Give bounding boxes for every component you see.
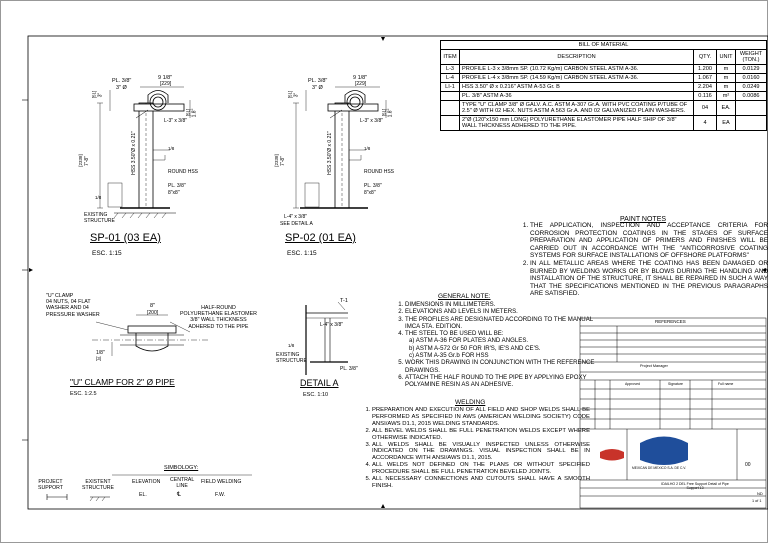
sp02-scale: ESC. 1:15 xyxy=(287,250,317,257)
sp02-dia-label: 3" Ø xyxy=(312,85,323,91)
sp01-round-hss: ROUND HSS xyxy=(168,169,199,175)
sp02-left-dim: 3" xyxy=(293,92,300,98)
list-item: 5. WORK THIS DRAWING IN CONJUNCTION WITH THE REFERENCE DRAWINGS. xyxy=(405,359,597,374)
bom-header: UNIT xyxy=(717,50,736,65)
sp01-top-dim-mm: [229] xyxy=(160,81,172,87)
bom-cell xyxy=(736,101,767,116)
symbology-symbol: EL. xyxy=(139,492,147,498)
bom-cell: m² xyxy=(717,92,736,101)
bom-cell: 0.0249 xyxy=(736,83,767,92)
sp01-top-dim: 9 1/8" xyxy=(158,75,173,81)
sp02-base-pl: PL. 3/8" xyxy=(364,183,382,189)
sp02-pl-label: PL. 3/8" xyxy=(308,78,328,84)
sp01-angle-label: L-3" x 3/8" xyxy=(164,118,188,124)
table-row xyxy=(441,74,767,83)
sp02-angle-label: L-3" x 3/8" xyxy=(360,118,384,124)
symbology-label: ELEVATION xyxy=(132,479,161,485)
sp01-height: 7'-8" xyxy=(83,156,90,166)
sp01-slope: 1/8 xyxy=(168,146,175,151)
bom-cell: EA xyxy=(717,116,736,131)
sp02-see-detail: SEE DETAIL A xyxy=(280,221,313,227)
bom-cell xyxy=(736,116,767,131)
bom-cell: 1.067 xyxy=(694,74,717,83)
bom-cell: 2.204 xyxy=(694,83,717,92)
bill-of-material xyxy=(440,40,767,131)
sp02-base-dim: 8"x8" xyxy=(364,190,376,196)
detail-a-t1: T-1 xyxy=(340,298,348,304)
detail-a-slope: 1/8 xyxy=(288,343,295,348)
sheet-number: 1 of 1 xyxy=(752,499,762,503)
company-name: MEXICAN DE MEXICO S.A. DE C.V. xyxy=(632,466,687,470)
sp02-slope: 1/8 xyxy=(364,146,371,151)
references-title: REFERENCES xyxy=(655,319,686,324)
general-note-list xyxy=(392,301,597,389)
title-block-lines xyxy=(580,318,766,508)
uclamp-title: "U" CLAMP FOR 2" Ø PIPE xyxy=(70,377,175,387)
list-item: a) ASTM A-36 FOR PLATES AND ANGLES. xyxy=(409,337,529,345)
table-row xyxy=(441,65,767,74)
uclamp-dim: 8" xyxy=(150,303,156,309)
symbology-label: EXISTENT STRUCTURE xyxy=(82,479,114,491)
project-manager-label: Project Manager xyxy=(640,364,668,368)
sp01-existing-structure: EXISTING STRUCTURE xyxy=(84,212,115,224)
drawing-title: IDAILHO 2 DEL Free Support Detail of Pipe Support 13 xyxy=(661,482,729,490)
bom-cell: EA. xyxy=(717,101,736,116)
steel-list xyxy=(405,337,597,359)
list-item: 2. ALL BEVEL WELDS SHALL BE FULL PENETRATION WELDS EXCEPT WHERE OTHERWISE INDICATED. xyxy=(372,428,590,442)
sp02-height-mm: [2338] xyxy=(273,154,279,167)
symbology-symbol: ℄ xyxy=(177,492,181,498)
sp01-right-dim: 1.8" xyxy=(191,108,198,118)
detail-a-scale: ESC. 1:10 xyxy=(303,392,329,398)
sp02-height: 7'-8" xyxy=(279,156,286,166)
steel-intro: THE STEEL TO BE USED WILL BE: xyxy=(405,330,504,338)
sp01-right-dim-mm: [51] xyxy=(185,108,191,117)
sp01-left-dim-mm: [51] xyxy=(91,90,97,99)
bom-cell: 4 xyxy=(694,116,717,131)
bom-cell: PROFILE L-4 x 3/8mm SP. (14.59 Kg/m) CARBON STEEL ASTM A-36. xyxy=(460,74,694,83)
detail-a-angle: L-4" x 3/8" xyxy=(320,322,344,328)
bom-cell: 04 xyxy=(694,101,717,116)
sp01-pl-label: PL. 3/8" xyxy=(112,78,132,84)
uclamp-scale: ESC. 1:2.5 xyxy=(70,391,97,397)
revision: 00 xyxy=(745,462,751,468)
sp01-base-dim: 8"x8" xyxy=(168,190,180,196)
full-name-header: Full name xyxy=(718,382,734,386)
symbology-title: SIMBOLOGY: xyxy=(164,465,199,471)
sp01-height-mm: [2338] xyxy=(77,154,83,167)
uclamp-right-note: HALF-ROUND POLYURETHANE ELASTOMER 3/8" WALL THICKNESS ADHERED TO THE PIPE xyxy=(180,305,257,330)
detail-a-pl: PL. 3/8" xyxy=(340,366,358,372)
table-row xyxy=(441,101,767,116)
bom-cell: TYPE "U" CLAMP 3/8" Ø GALV. A.C. ASTM A-307 Gr.A. WITH PVC COATING P/TUBE OF 2.5" Ø WITH 02 HEX. NUTS ASTM A 563 Gr.A. AND 02 GALVANIZED PLAIN WASHERS. xyxy=(460,101,694,116)
sp01-dia-label: 3" Ø xyxy=(116,85,127,91)
bom-cell: m xyxy=(717,65,736,74)
sp02-left-dim-mm: [51] xyxy=(287,90,293,99)
bom-cell xyxy=(441,101,460,116)
detail-a-drawing xyxy=(306,302,348,375)
bom-cell: m xyxy=(717,83,736,92)
bom-cell: PROFILE L-3 x 3/8mm SP. (10.72 Kg/m) CARBON STEEL ASTM A-36. xyxy=(460,65,694,74)
sp01-hss-label: HSS 3.50"Ø x 0.21" xyxy=(130,131,137,175)
sp02-angle4: L-4" x 3/8" xyxy=(284,214,308,220)
list-item: 6. ATTACH THE HALF ROUND TO THE PIPE BY APPLYING EPOXY POLYAMINE RESIN AS AN ADHESIVE. xyxy=(405,374,597,389)
bom-cell: 2"Ø (120"x150 mm LONG) POLYURETHANE ELASTOMER PIPE HALF SHIP OF 3/8" WALL THICKNESS ADHERED TO THE PIPE. xyxy=(460,116,694,131)
sp01-base-pl: PL. 3/8" xyxy=(168,183,186,189)
list-item xyxy=(405,330,597,359)
uclamp-dim-mm: [200] xyxy=(147,310,159,316)
uclamp-small-dim: 1/8" xyxy=(96,350,105,356)
list-item: b) ASTM A-572 Gr 50 FOR IR'S, IE'S AND CE'S. xyxy=(409,344,541,352)
bom-cell: 0.0086 xyxy=(736,92,767,101)
welding-title: WELDING xyxy=(455,399,486,406)
bom-cell: LI-1 xyxy=(441,83,460,92)
bom-cell: L-4 xyxy=(441,74,460,83)
company-logo xyxy=(600,437,688,466)
sp01-left-dim: 3" xyxy=(97,92,104,98)
bom-cell: PL. 3/8" ASTM A-36 xyxy=(460,92,694,101)
list-item: 1. THE APPLICATION, INSPECTION AND ACCEPTANCE CRITERIA FOR CORROSION PROTECTION COATINGS IN THE STAGES OF SURFACE PREPARATION AND APPLICATION OF PRIMERS AND FINISHES WILL BE CARRIED OUT IN ACCORDANCE WITH THE "ANTICORROSIVE COATING SYSTEMS FOR SURFACE INSTALLATIONS OF OFFSHORE PLATFORMS" xyxy=(530,222,768,260)
bom-header: WEIGHT (TON.) xyxy=(736,50,767,65)
sp02-top-dim: 9 1/8" xyxy=(353,75,368,81)
bom-cell: L-3 xyxy=(441,65,460,74)
table-row xyxy=(441,116,767,131)
bom-cell xyxy=(441,92,460,101)
list-item: 1. DIMENSIONS IN MILLIMETERS. xyxy=(405,301,597,308)
uclamp-small-dim-mm: [3] xyxy=(96,356,102,361)
general-note-title: GENERAL NOTE: xyxy=(438,293,491,300)
bom-cell: 0.116 xyxy=(694,92,717,101)
table-row xyxy=(441,92,767,101)
list-item: 3. THE PROFILES ARE DESIGNATED ACCORDING TO THE MANUAL IMCA 5TA. EDITION. xyxy=(405,316,597,331)
paint-notes-title: PAINT NOTES xyxy=(620,216,667,223)
list-item: 1. PREPARATION AND EXECUTION OF ALL FIELD AND SHOP WELDS SHALL BE PERFORMED AS SPECIFIED IN AWS (AMERICAN WELDING SOCIETY) CODE ANSI/AWS D1.1, 2015 WELDING STANDARDS. xyxy=(372,407,590,428)
sp01-title: SP-01 (03 EA) xyxy=(90,232,161,244)
sp02-right-dim: 1.8" xyxy=(387,108,394,118)
approved-header: Approved xyxy=(625,382,640,386)
sp02-round-hss: ROUND HSS xyxy=(364,169,395,175)
symbology-label: FIELD WELDING xyxy=(201,479,242,485)
list-item: 5. ALL NECESSARY CONNECTIONS AND CUTOUTS SHALL HAVE A SMOOTH FINISH. xyxy=(372,476,590,490)
sp02-top-dim-mm: [229] xyxy=(355,81,367,87)
list-item: 3. ALL WELDS SHALL BE VISUALLY INSPECTED UNLESS OTHERWISE INDICATED ON THE DRAWINGS. VISUAL INSPECTION SHALL BE IN ACCORDANCE WITH ANSI/AWS D1.1, 2015. xyxy=(372,442,590,463)
bom-cell: 0.0129 xyxy=(736,65,767,74)
welding-list xyxy=(362,407,590,490)
sp01-small-slope: 1/8 xyxy=(95,195,102,200)
bom-cell: 0.0160 xyxy=(736,74,767,83)
list-item: 2. IN ALL METALLIC AREAS WHERE THE COATING HAS BEEN DAMAGED OR BURNED BY WELDING WORKS OR BY BLOWS DURING THE HANDLING AND INSTALLATION OF THE STRUCTURE, IT SHALL BE REPAIRED IN SUCH A WAY THAT THE SPECIFICATIONS MENTIONED IN THE PREVIOUS PARAGRAPHS ARE SATISFIED. xyxy=(530,260,768,298)
sp02-title: SP-02 (01 EA) xyxy=(285,232,356,244)
sp02-hss-label: HSS 3.50"Ø x 0.21" xyxy=(326,131,333,175)
bom-cell: m xyxy=(717,74,736,83)
bom-cell: HSS 3.50" Ø x 0.216" ASTM A-53 Gr. B xyxy=(460,83,694,92)
bom-cell xyxy=(441,116,460,131)
sp01-drawing xyxy=(97,87,190,218)
symbology-label: CENTRAL LINE xyxy=(170,477,195,489)
sp02-right-dim-mm: [51] xyxy=(381,108,387,117)
symbology-label: PROJECT SUPPORT xyxy=(38,479,63,491)
paint-notes-list xyxy=(518,222,768,298)
bom-title: BILL OF MATERIAL xyxy=(441,41,767,50)
bom-cell: 1.200 xyxy=(694,65,717,74)
uclamp-left-note: "U" CLAMP 04 NUTS, 04 FLAT WASHER AND 04 PRESSURE WASHER xyxy=(46,293,100,318)
detail-a-existing: EXISTING STRUCTURE xyxy=(276,352,307,364)
list-item: 4. ALL WELDS NOT DEFINED ON THE PLANS OR WITHOUT SPECIFIED PROCEDURE SHALL BE FULL PENETRATION BEVELED JOINTS. xyxy=(372,462,590,476)
sp01-scale: ESC. 1:15 xyxy=(92,250,122,257)
list-item: c) ASTM A-35 Gr.b FOR HSS xyxy=(409,352,489,360)
signature-header: Signature xyxy=(668,382,683,386)
detail-a-title: DETAIL A xyxy=(300,378,339,388)
bom-header: DESCRIPTION xyxy=(460,50,694,65)
list-item: 2. ELEVATIONS AND LEVELS IN METERS. xyxy=(405,308,597,315)
bom-header: QTY. xyxy=(694,50,717,65)
bom-header: ITEM xyxy=(441,50,460,65)
table-row xyxy=(441,83,767,92)
symbology-symbol: F.W. xyxy=(215,492,226,498)
drawing-number: ND xyxy=(757,491,763,496)
